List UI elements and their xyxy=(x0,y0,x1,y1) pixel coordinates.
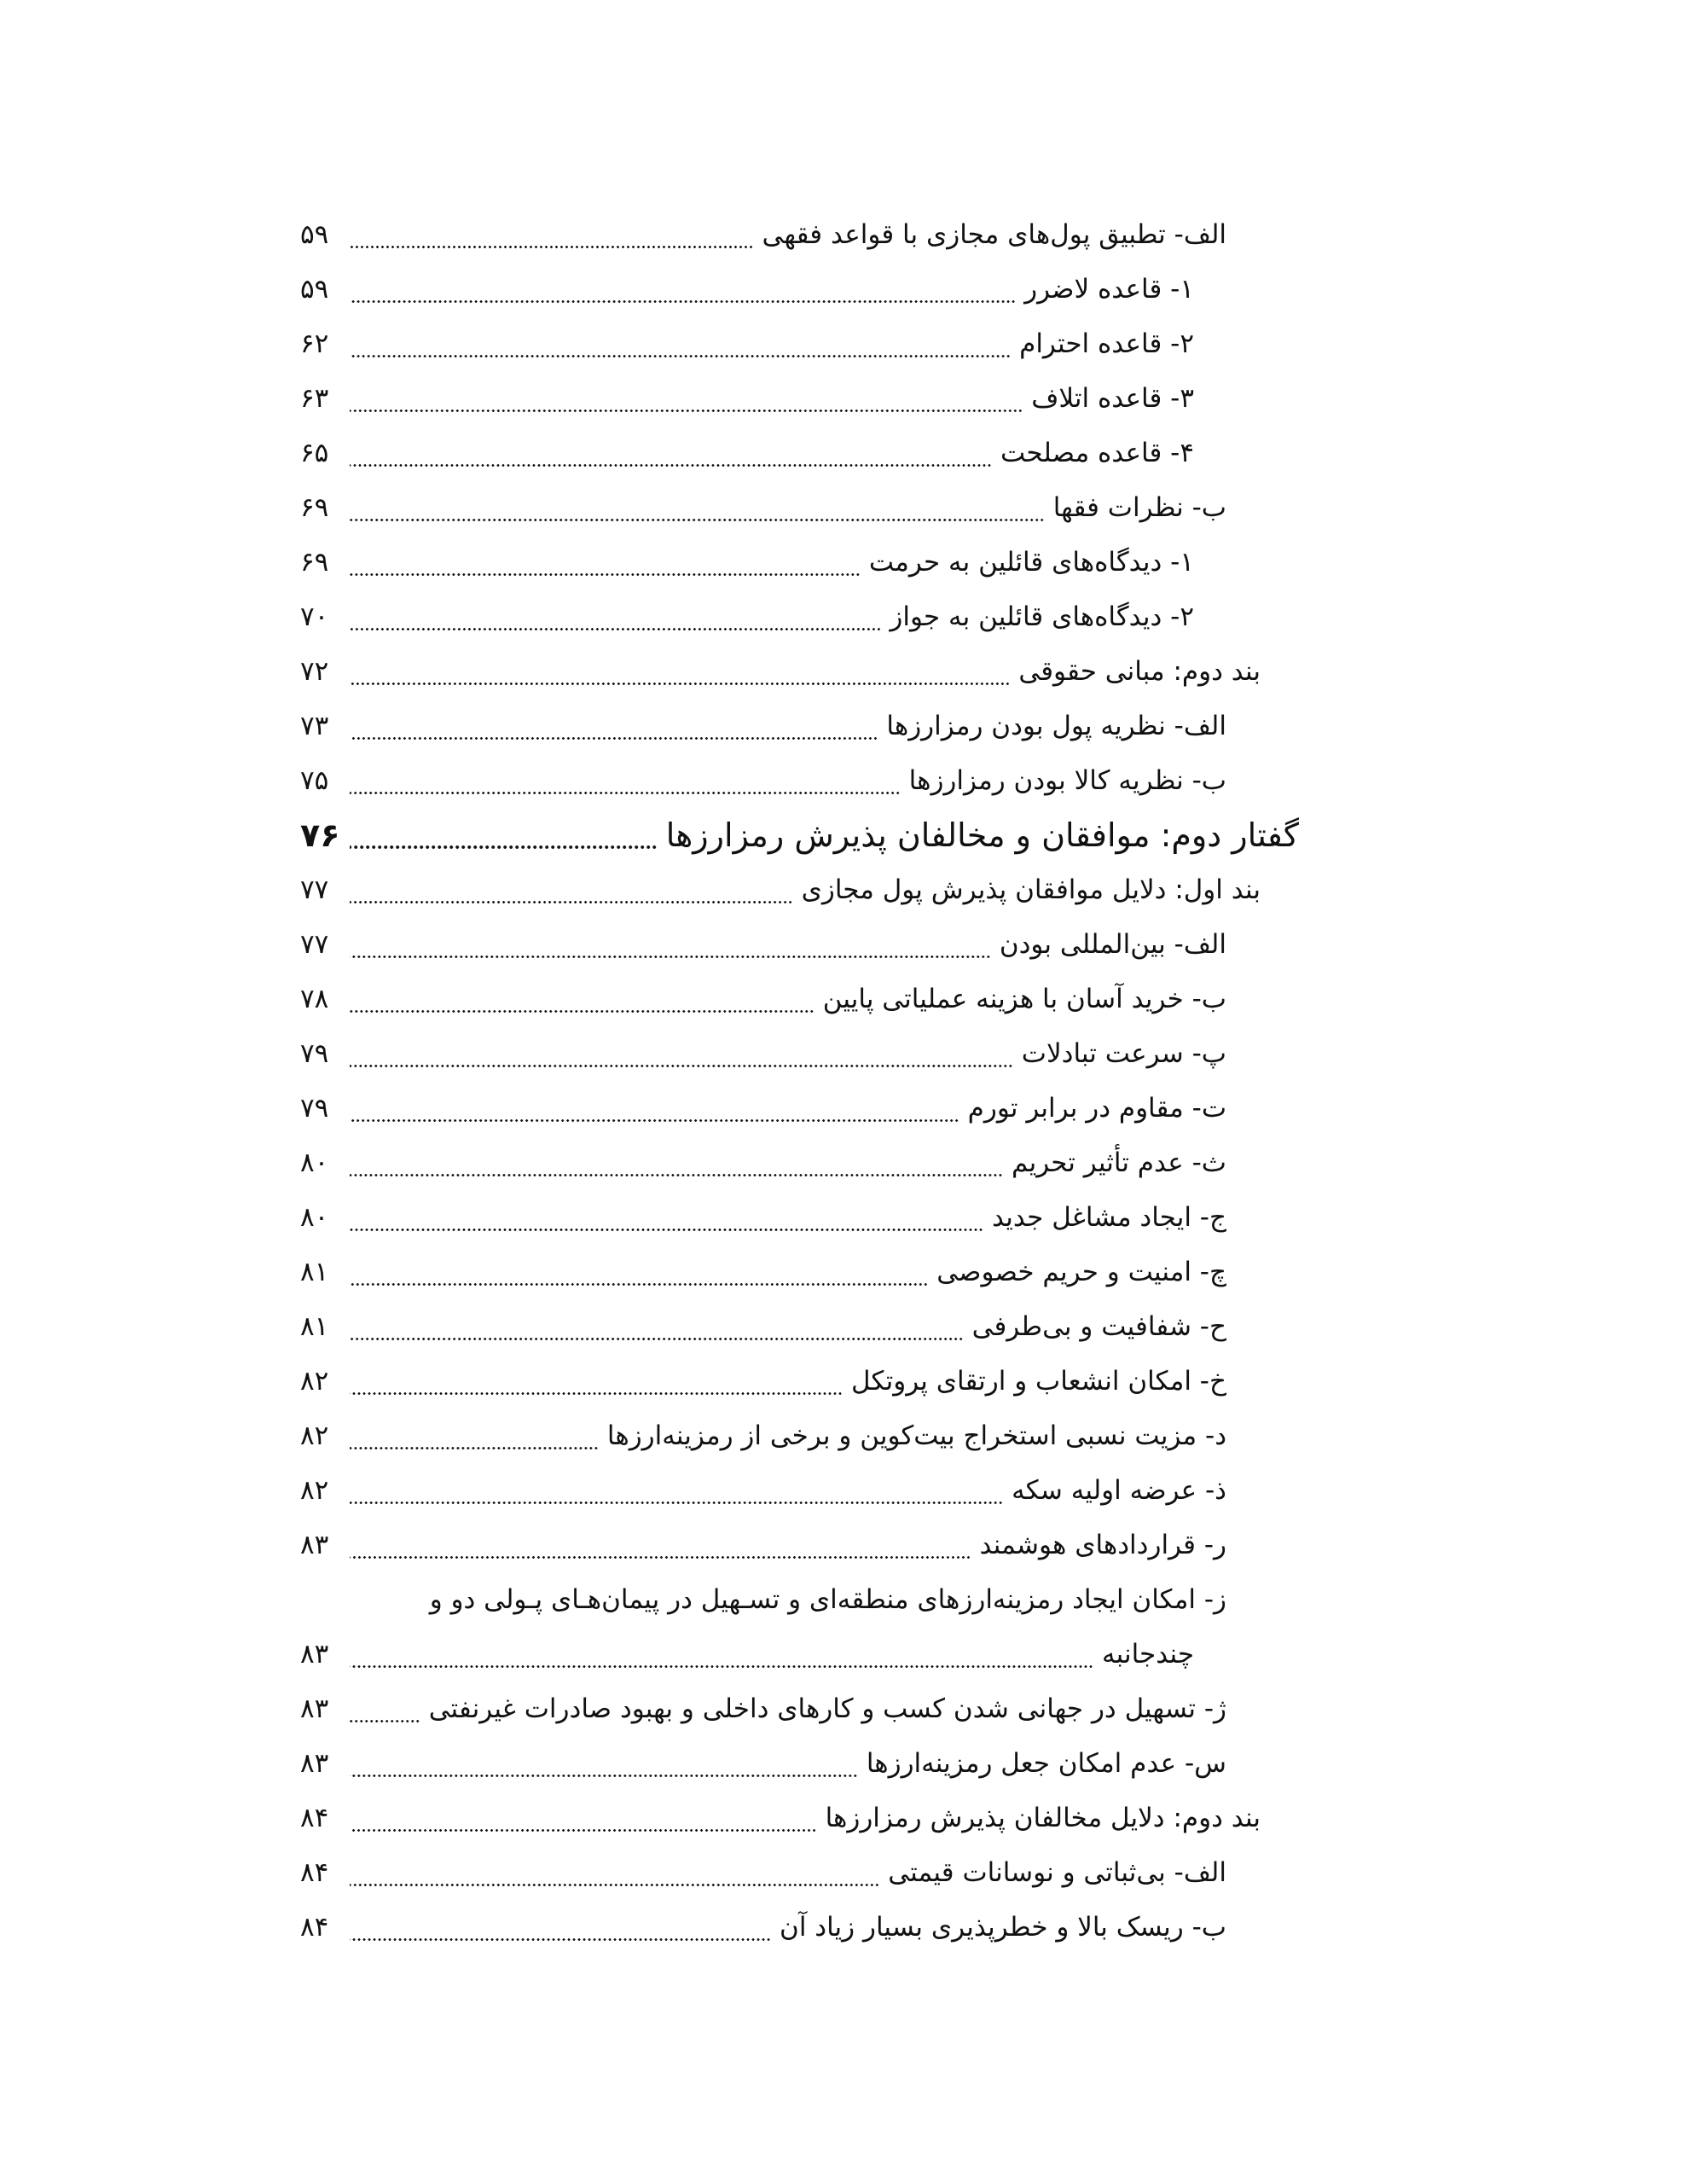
dot-leader xyxy=(350,1847,879,1898)
toc-entry-title: ح- شفافیت و بی‌طرفی xyxy=(971,1311,1226,1342)
toc-entry-title: ج- ایجاد مشاغل جدید xyxy=(992,1202,1226,1233)
toc-entry-title: ت- مقاوم در برابر تورم xyxy=(967,1093,1226,1124)
toc-entry-title: پ- سرعت تبادلات xyxy=(1021,1038,1226,1069)
dot-leader xyxy=(350,1629,1093,1680)
toc-entry-title: ز- امکان ایجاد رمزینه‌ارزهای منطقه‌ای و تسـهیل در پیمان‌هـای پـولی دو و xyxy=(429,1584,1226,1615)
toc-entry-title: الف- بی‌ثباتی و نوسانات قیمتی xyxy=(888,1857,1226,1888)
toc-entry-title: ۲- قاعده احترام xyxy=(1019,328,1194,359)
toc-entry-title: ذ- عرضه اولیه سکه xyxy=(1012,1475,1226,1506)
dot-leader xyxy=(350,1028,1013,1079)
toc-entry-title: چندجانبه xyxy=(1101,1639,1194,1670)
toc-entry-page: ۶۹ xyxy=(300,547,329,578)
dot-leader xyxy=(350,537,861,588)
dot-leader xyxy=(350,427,992,479)
toc-entry[interactable] xyxy=(300,700,1226,752)
dot-leader xyxy=(350,973,815,1025)
toc-entry-page: ۶۲ xyxy=(300,328,329,359)
toc-entry[interactable] xyxy=(300,209,1226,260)
toc-entry-title: ب- نظرات فقها xyxy=(1052,492,1226,523)
toc-entry-title: ب- خرید آسان با هزینه عملیاتی پایین xyxy=(822,984,1226,1014)
toc-entry[interactable] xyxy=(300,646,1261,697)
dot-leader xyxy=(350,1683,420,1734)
toc-entry-title: ۱- دیدگاه‌های قائلین به حرمت xyxy=(868,547,1194,578)
dot-leader xyxy=(350,373,1023,424)
toc-entry-page: ۸۲ xyxy=(300,1366,329,1397)
toc-entry-page: ۵۹ xyxy=(300,219,329,250)
toc-entry[interactable] xyxy=(300,1137,1226,1188)
toc-entry-page: ۶۵ xyxy=(300,438,329,468)
dot-leader xyxy=(350,1410,599,1461)
dot-leader xyxy=(350,1792,817,1844)
dot-leader xyxy=(350,864,793,915)
toc-entry-page: ۷۲ xyxy=(300,656,329,687)
toc-entry[interactable] xyxy=(300,1192,1226,1243)
dot-leader xyxy=(350,646,1010,697)
toc-entry-page: ۸۱ xyxy=(300,1257,329,1287)
toc-entry-page: ۸۳ xyxy=(300,1639,329,1670)
toc-entry-title: س- عدم امکان جعل رمزینه‌ارزها xyxy=(866,1748,1226,1779)
toc-entry-page: ۷۷ xyxy=(300,929,329,960)
dot-leader xyxy=(350,1137,1003,1188)
toc-entry-title: بند دوم: مبانی حقوقی xyxy=(1018,656,1261,687)
toc-entry-page: ۸۴ xyxy=(300,1912,329,1943)
toc-entry-title: الف- نظریه پول بودن رمزارزها xyxy=(886,711,1226,741)
dot-leader xyxy=(350,1192,983,1243)
dot-leader xyxy=(350,209,753,260)
toc-entry[interactable] xyxy=(300,1410,1226,1461)
toc-entry-page: ۷۸ xyxy=(300,984,329,1014)
toc-entry[interactable] xyxy=(300,864,1261,915)
toc-entry-page: ۸۰ xyxy=(300,1202,329,1233)
toc-entry[interactable] xyxy=(300,1683,1226,1734)
toc-entry-title: ب- ریسک بالا و خطرپذیری بسیار زیاد آن xyxy=(780,1912,1226,1943)
toc-entry[interactable] xyxy=(300,427,1194,479)
toc-entry-page: ۸۰ xyxy=(300,1147,329,1178)
toc-entry[interactable] xyxy=(300,1902,1226,1953)
toc-entry[interactable] xyxy=(300,1738,1226,1789)
toc-entry-title: بند اول: دلایل موافقان پذیرش پول مجازی xyxy=(801,874,1261,905)
toc-entry[interactable] xyxy=(300,264,1194,315)
dot-leader xyxy=(350,810,658,861)
toc-entry[interactable] xyxy=(300,1792,1261,1844)
toc-entry[interactable] xyxy=(300,482,1226,533)
toc-entry[interactable] xyxy=(300,1356,1226,1407)
toc-entry-title: الف- تطبیق پول‌های مجازی با قواعد فقهی xyxy=(762,219,1226,250)
toc-entry-title: ۴- قاعده مصلحت xyxy=(1000,438,1194,468)
toc-entry-page: ۸۳ xyxy=(300,1693,329,1724)
toc-entry-wrapped-continuation[interactable] xyxy=(300,1629,1194,1680)
dot-leader xyxy=(350,1465,1003,1516)
toc-entry-page: ۷۷ xyxy=(300,874,329,905)
toc-entry-title: ث- عدم تأثیر تحریم xyxy=(1011,1147,1226,1178)
toc-entry-title: د- مزیت نسبی استخراج بیت‌کوین و برخی از رمزینه‌ارزها xyxy=(606,1420,1226,1451)
toc-entry-page: ۸۲ xyxy=(300,1475,329,1506)
toc-entry-page: ۸۴ xyxy=(300,1857,329,1888)
dot-leader xyxy=(350,700,878,752)
dot-leader xyxy=(350,318,1011,369)
toc-entry[interactable] xyxy=(300,373,1194,424)
toc-entry-page: ۷۵ xyxy=(300,765,329,796)
toc-entry-title: الف- بین‌المللی بودن xyxy=(999,929,1226,960)
toc-entry-page: ۶۳ xyxy=(300,383,329,414)
toc-entry[interactable] xyxy=(300,1246,1226,1298)
toc-entry-page: ۸۳ xyxy=(300,1748,329,1779)
toc-entry-title: ۱- قاعده لاضرر xyxy=(1024,274,1194,305)
toc-entry-page: ۷۹ xyxy=(300,1093,329,1124)
toc-entry-title: چ- امنیت و حریم خصوصی xyxy=(936,1257,1226,1287)
dot-leader xyxy=(350,1301,964,1352)
dot-leader xyxy=(350,1519,971,1571)
dot-leader xyxy=(350,1246,928,1298)
toc-entry-page: ۸۳ xyxy=(300,1530,329,1560)
toc-entry-page: ۸۱ xyxy=(300,1311,329,1342)
toc-entry[interactable] xyxy=(300,973,1226,1025)
toc-entry[interactable] xyxy=(300,1847,1226,1898)
toc-entry-wrapped-first-line[interactable] xyxy=(341,1574,1226,1625)
dot-leader xyxy=(350,264,1016,315)
dot-leader xyxy=(350,482,1045,533)
dot-leader xyxy=(350,1902,771,1953)
toc-entry-page: ۵۹ xyxy=(300,274,329,305)
dot-leader xyxy=(350,755,901,806)
toc-entry-title: ب- نظریه کالا بودن رمزارزها xyxy=(908,765,1226,796)
toc-entry-page: ۷۰ xyxy=(300,601,329,632)
toc-entry-page: ۷۹ xyxy=(300,1038,329,1069)
dot-leader xyxy=(350,591,881,642)
dot-leader xyxy=(350,1083,959,1134)
toc-entry-title: ژ- تسهیل در جهانی شدن کسب و کارهای داخلی و بهبود صادرات غیرنفتی xyxy=(428,1693,1226,1724)
toc-entry[interactable] xyxy=(300,919,1226,970)
toc-chapter-entry[interactable] xyxy=(300,810,1299,861)
toc-entry-page: ۷۶ xyxy=(300,816,340,854)
toc-entry[interactable] xyxy=(300,537,1194,588)
toc-entry-page: ۶۹ xyxy=(300,492,329,523)
toc-entry[interactable] xyxy=(300,1301,1226,1352)
dot-leader xyxy=(350,1356,843,1407)
toc-entry-title: ۲- دیدگاه‌های قائلین به جواز xyxy=(890,601,1194,632)
toc-entry-page: ۸۴ xyxy=(300,1803,329,1833)
toc-entry[interactable] xyxy=(300,1028,1226,1079)
toc-entry-title: ر- قراردادهای هوشمند xyxy=(979,1530,1226,1560)
toc-entry[interactable] xyxy=(300,591,1194,642)
toc-entry-title: بند دوم: دلایل مخالفان پذیرش رمزارزها xyxy=(825,1803,1261,1833)
toc-entry[interactable] xyxy=(300,755,1226,806)
toc-entry[interactable] xyxy=(300,1465,1226,1516)
dot-leader xyxy=(350,919,991,970)
dot-leader xyxy=(350,1738,858,1789)
toc-entry[interactable] xyxy=(300,318,1194,369)
toc-entry-page: ۸۲ xyxy=(300,1420,329,1451)
toc-entry[interactable] xyxy=(300,1519,1226,1571)
toc-entry[interactable] xyxy=(300,1083,1226,1134)
toc-entry-title: ۳- قاعده اتلاف xyxy=(1031,383,1194,414)
toc-entry-title: خ- امکان انشعاب و ارتقای پروتکل xyxy=(851,1366,1226,1397)
toc-entry-page: ۷۳ xyxy=(300,711,329,741)
toc-entry-title: گفتار دوم: موافقان و مخالفان پذیرش رمزارزها xyxy=(665,816,1299,854)
